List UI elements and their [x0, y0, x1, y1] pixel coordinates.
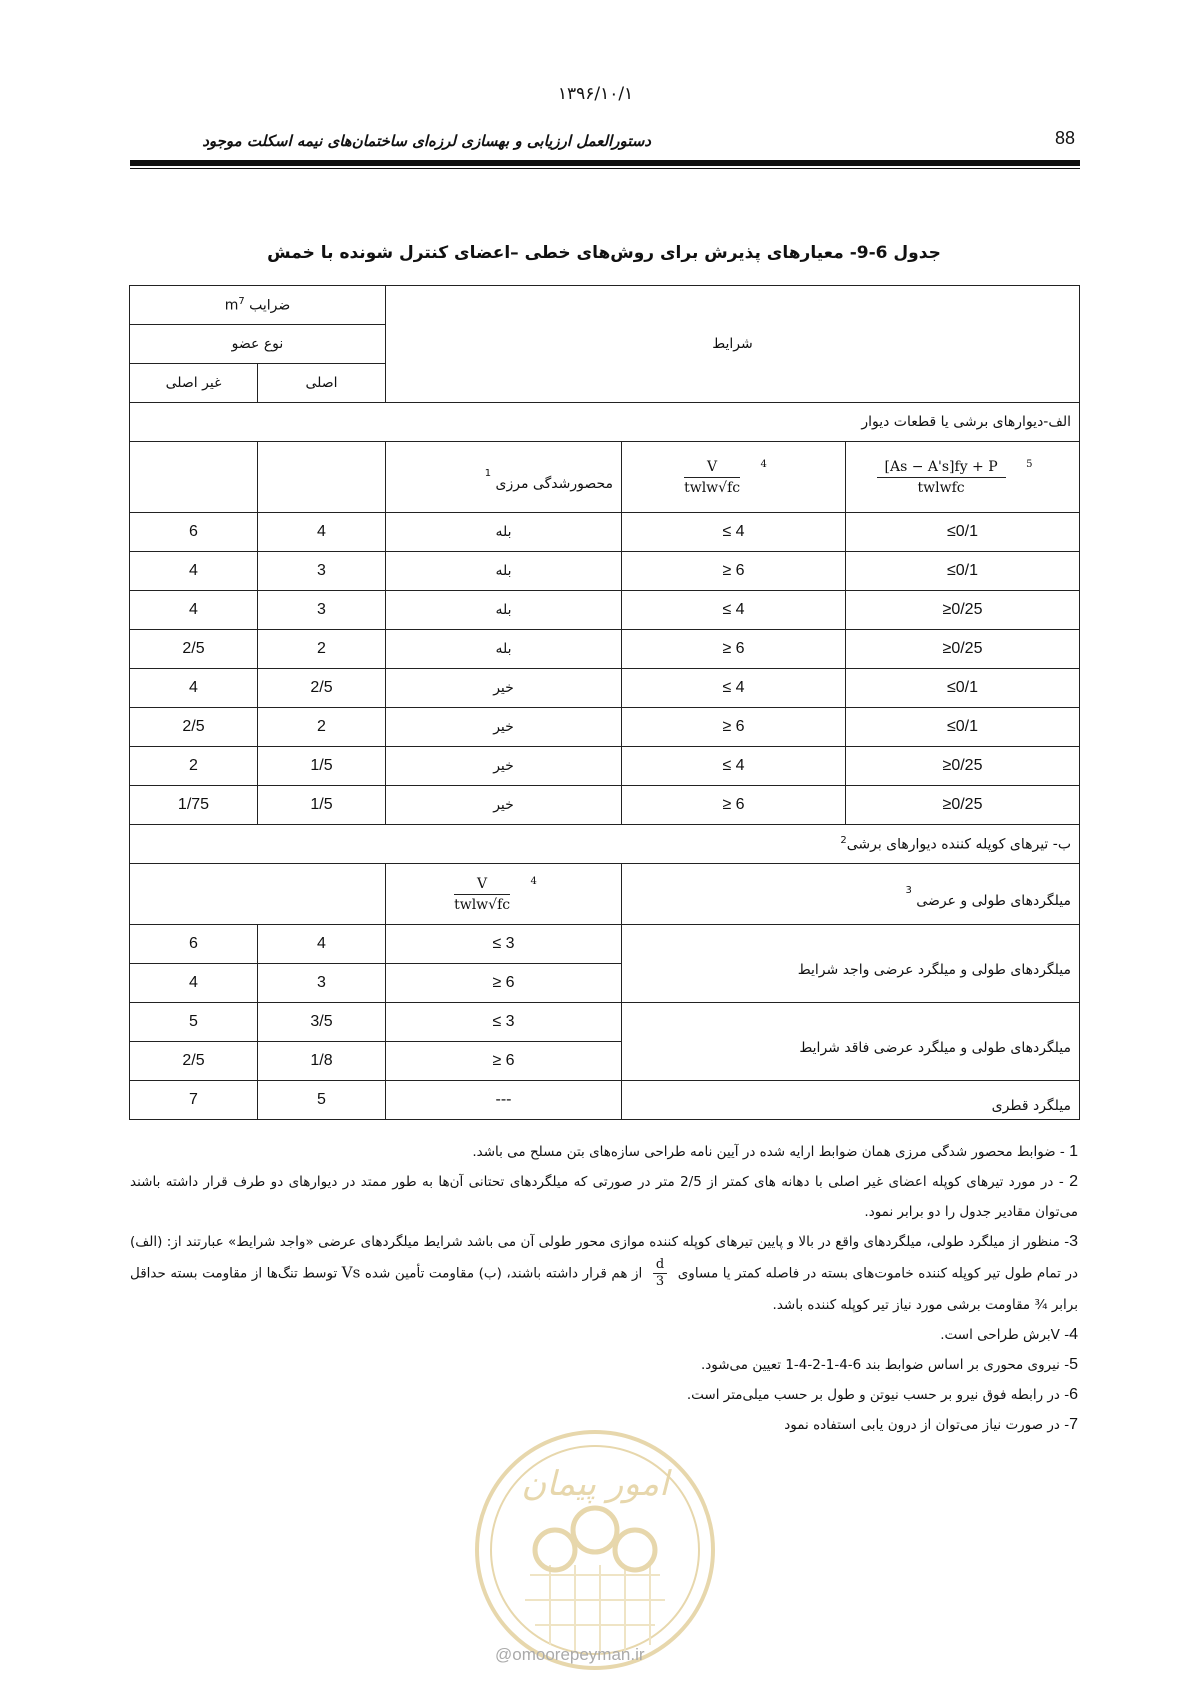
secondary-value: 2/5 [130, 630, 258, 669]
primary-value: 1/5 [258, 747, 386, 786]
confined-value: خیر [386, 747, 622, 786]
group-label-text: میلگردهای طولی و میلگرد عرضی واجد شرایط [797, 961, 1072, 978]
shear-ratio-header [622, 442, 846, 513]
secondary-value: 1/75 [130, 786, 258, 825]
running-header-title: دستورالعمل ارزیابی و بهسازی لرزه‌ای ساختمان‌های نیمه اسکلت موجود [202, 132, 651, 150]
secondary-value: 4 [130, 591, 258, 630]
table-row [130, 786, 1080, 825]
secondary-value: 2 [130, 747, 258, 786]
rebar-header [622, 864, 1080, 925]
table-row [130, 1081, 1080, 1120]
formula-numerator: V [684, 459, 740, 478]
note-number: 6 [1069, 1386, 1078, 1403]
section-b-title [130, 825, 1080, 864]
gear-icon [573, 1508, 617, 1552]
note-number: 5 [1069, 1356, 1078, 1373]
shear-ratio-header [386, 864, 622, 925]
note-text: - منظور از میلگرد طولی، میلگردهای واقع در بالا و پایین تیرهای کوپله کننده موازی محور طولی آن می باشد شرایط میلگردهای عرضی «واجد شرایط» عبارتند از: (الف) در تمام طول تیر کوپله کننده خاموت‌های بسته در فاصله کمتر یا مساوی [130, 1234, 1079, 1282]
axial-value: ≤0/1 [846, 513, 1080, 552]
vs-symbol: Vs [341, 1263, 361, 1282]
gear-icon [535, 1530, 575, 1570]
note-item [130, 1137, 1078, 1167]
confined-value: بله [386, 591, 622, 630]
note-number: 1 [1069, 1143, 1078, 1160]
axial-value: ≤0/1 [846, 552, 1080, 591]
page-number: 88 [1055, 128, 1076, 148]
shear-value: ≤ 4 [622, 669, 846, 708]
formula-denominator: twlw√fc [684, 479, 741, 496]
shear-value: --- [386, 1081, 622, 1120]
section-b-note: 2 [840, 835, 847, 847]
axial-ratio-header [846, 442, 1080, 513]
axial-value: ≤0/1 [846, 669, 1080, 708]
shear-value: ≤ 4 [622, 747, 846, 786]
secondary-value: 4 [130, 669, 258, 708]
secondary-value: 5 [130, 1003, 258, 1042]
primary-value: 4 [258, 925, 386, 964]
primary-value: 1/5 [258, 786, 386, 825]
note-number: 7 [1069, 1416, 1078, 1433]
secondary-value: 2/5 [130, 1042, 258, 1081]
primary-value: 3 [258, 964, 386, 1003]
note-number: 2 [1069, 1173, 1078, 1190]
blank-cell [258, 442, 386, 513]
note-item [130, 1380, 1078, 1410]
primary-value: 1/8 [258, 1042, 386, 1081]
coefficients-header [130, 286, 386, 325]
confinement-header [386, 442, 622, 513]
watermark-url: @omoorepeyman.ir [495, 1645, 645, 1664]
conditions-header: شرایط [386, 286, 1080, 403]
note-number: 3 [1069, 1233, 1078, 1250]
secondary-value: 7 [130, 1081, 258, 1120]
primary-value: 3 [258, 552, 386, 591]
formula-denominator: 3 [655, 1274, 665, 1289]
note-text: - در مورد تیرهای کوپله اعضای غیر اصلی با دهانه های کمتر از 2/5 متر در صورتی که میلگردهای تحتانی آن‌ها به طور ممتد در دیوارهای دو طرف قرار داشته باشند می‌توان مقادیر جدول را دو برابر نمود. [130, 1174, 1078, 1220]
confined-value: خیر [386, 786, 622, 825]
primary-value: 2/5 [258, 669, 386, 708]
rebar-label: میلگردهای طولی و عرضی [916, 892, 1072, 909]
shear-value: ≤ 4 [622, 591, 846, 630]
primary-value: 2 [258, 708, 386, 747]
header-date: ۱۳۹۶/۱۰/۱ [557, 84, 634, 104]
shear-value: ≥ 6 [622, 786, 846, 825]
group-conforming-label [622, 925, 1080, 1003]
header-rule-thick [130, 160, 1080, 166]
secondary-value: 6 [130, 513, 258, 552]
note-text: - Vبرش طراحی است. [940, 1327, 1070, 1343]
table-row [130, 708, 1080, 747]
shear-value: ≤ 4 [622, 513, 846, 552]
axial-value: ≥0/25 [846, 747, 1080, 786]
formula-numerator: [As − A's]fy + P [877, 459, 1006, 478]
axial-value: ≤0/1 [846, 708, 1080, 747]
confined-value: خیر [386, 708, 622, 747]
note-text: - در صورت نیاز می‌توان از درون یابی استفاده نمود [784, 1417, 1070, 1433]
diagonal-label-text: میلگرد قطری [991, 1098, 1072, 1114]
table-notes [130, 1137, 1078, 1440]
confined-value: بله [386, 630, 622, 669]
table-caption: جدول 6-9- معیارهای پذیرش برای روش‌های خطی –اعضای کنترل شونده با خمش [267, 243, 941, 263]
shear-value: ≥ 6 [622, 708, 846, 747]
axial-ratio-note: 5 [1026, 458, 1033, 470]
primary-value: 4 [258, 513, 386, 552]
confined-value: بله [386, 552, 622, 591]
formula-numerator: d [653, 1257, 667, 1274]
blank-cell [130, 864, 386, 925]
confinement-label: محصورشدگی مرزی [495, 475, 613, 492]
table-row [130, 669, 1080, 708]
acceptance-criteria-table [129, 285, 1080, 1120]
table-row [130, 925, 1080, 964]
axial-value: ≥0/25 [846, 630, 1080, 669]
note-text: - ضوابط محصور شدگی مرزی همان ضوابط ارایه شده در آیین نامه طراحی سازه‌های بتن مسلح می باشد. [472, 1144, 1070, 1160]
formula-denominator: twlwfc [917, 479, 965, 496]
axial-value: ≥0/25 [846, 591, 1080, 630]
note-item [130, 1320, 1078, 1350]
shear-value: ≥ 6 [386, 964, 622, 1003]
watermark-logo-text: امور پیمان [521, 1464, 669, 1504]
shear-ratio-note: 4 [530, 875, 537, 887]
secondary-value: 4 [130, 964, 258, 1003]
shear-value: ≤ 3 [386, 1003, 622, 1042]
note-number: 4 [1069, 1326, 1078, 1343]
confined-value: خیر [386, 669, 622, 708]
section-a-title: الف-دیوارهای برشی یا قطعات دیوار [130, 403, 1080, 442]
shear-value: ≥ 6 [622, 552, 846, 591]
note-text: - نیروی محوری بر اساس ضوابط بند 6-4-1-2-4-1 تعیین می‌شود. [700, 1357, 1070, 1373]
primary-value: 3/5 [258, 1003, 386, 1042]
watermark-logo [470, 1425, 720, 1675]
blank-cell [130, 442, 258, 513]
note-text: - در رابطه فوق نیرو بر حسب نیوتن و طول بر حسب میلی‌متر است. [686, 1387, 1070, 1403]
group-label-text: میلگردهای طولی و میلگرد عرضی فاقد شرایط [799, 1039, 1072, 1056]
table-row [130, 591, 1080, 630]
formula-denominator: twlw√fc [454, 896, 511, 913]
header-rule-thin [130, 168, 1080, 169]
shear-ratio-note: 4 [760, 458, 767, 470]
shear-ratio-formula [454, 876, 510, 913]
rebar-note: 3 [905, 885, 912, 897]
member-type-header: نوع عضو [130, 325, 386, 364]
table-row [130, 552, 1080, 591]
formula-numerator: V [454, 876, 510, 895]
shear-value: ≥ 6 [622, 630, 846, 669]
d-over-3-formula [653, 1257, 667, 1290]
secondary-value: 4 [130, 552, 258, 591]
shear-ratio-formula [684, 459, 740, 496]
shear-value: ≥ 6 [386, 1042, 622, 1081]
group-nonconforming-label [622, 1003, 1080, 1081]
note-text: توسط تنگ‌ها از مقاومت بسته حداقل برابر ¾ مقاومت برشی مورد نیاز تیر کوپله کننده باشد. [130, 1265, 1078, 1313]
axial-value: ≥0/25 [846, 786, 1080, 825]
gear-icon [615, 1530, 655, 1570]
shear-value: ≤ 3 [386, 925, 622, 964]
note-item [130, 1350, 1078, 1380]
section-b-title-text: ب- تیرهای کوپله کننده دیوارهای برشی [846, 836, 1072, 853]
confinement-note: 1 [484, 468, 492, 480]
coefficients-label: ضرایب m [224, 297, 291, 314]
confined-value: بله [386, 513, 622, 552]
table-row [130, 1003, 1080, 1042]
primary-value: 2 [258, 630, 386, 669]
note-text: از هم قرار داشته باشند، (ب) مقاومت تأمین شده [364, 1265, 643, 1282]
coefficients-note: 7 [238, 296, 245, 308]
primary-header: اصلی [258, 364, 386, 403]
note-item [130, 1227, 1078, 1320]
table-row [130, 513, 1080, 552]
diagonal-rebar-label [622, 1081, 1080, 1120]
note-item [130, 1167, 1078, 1227]
table-row [130, 630, 1080, 669]
primary-value: 5 [258, 1081, 386, 1120]
secondary-value: 6 [130, 925, 258, 964]
axial-ratio-formula [877, 459, 1006, 496]
table-row [130, 747, 1080, 786]
primary-value: 3 [258, 591, 386, 630]
non-primary-header: غیر اصلی [130, 364, 258, 403]
secondary-value: 2/5 [130, 708, 258, 747]
